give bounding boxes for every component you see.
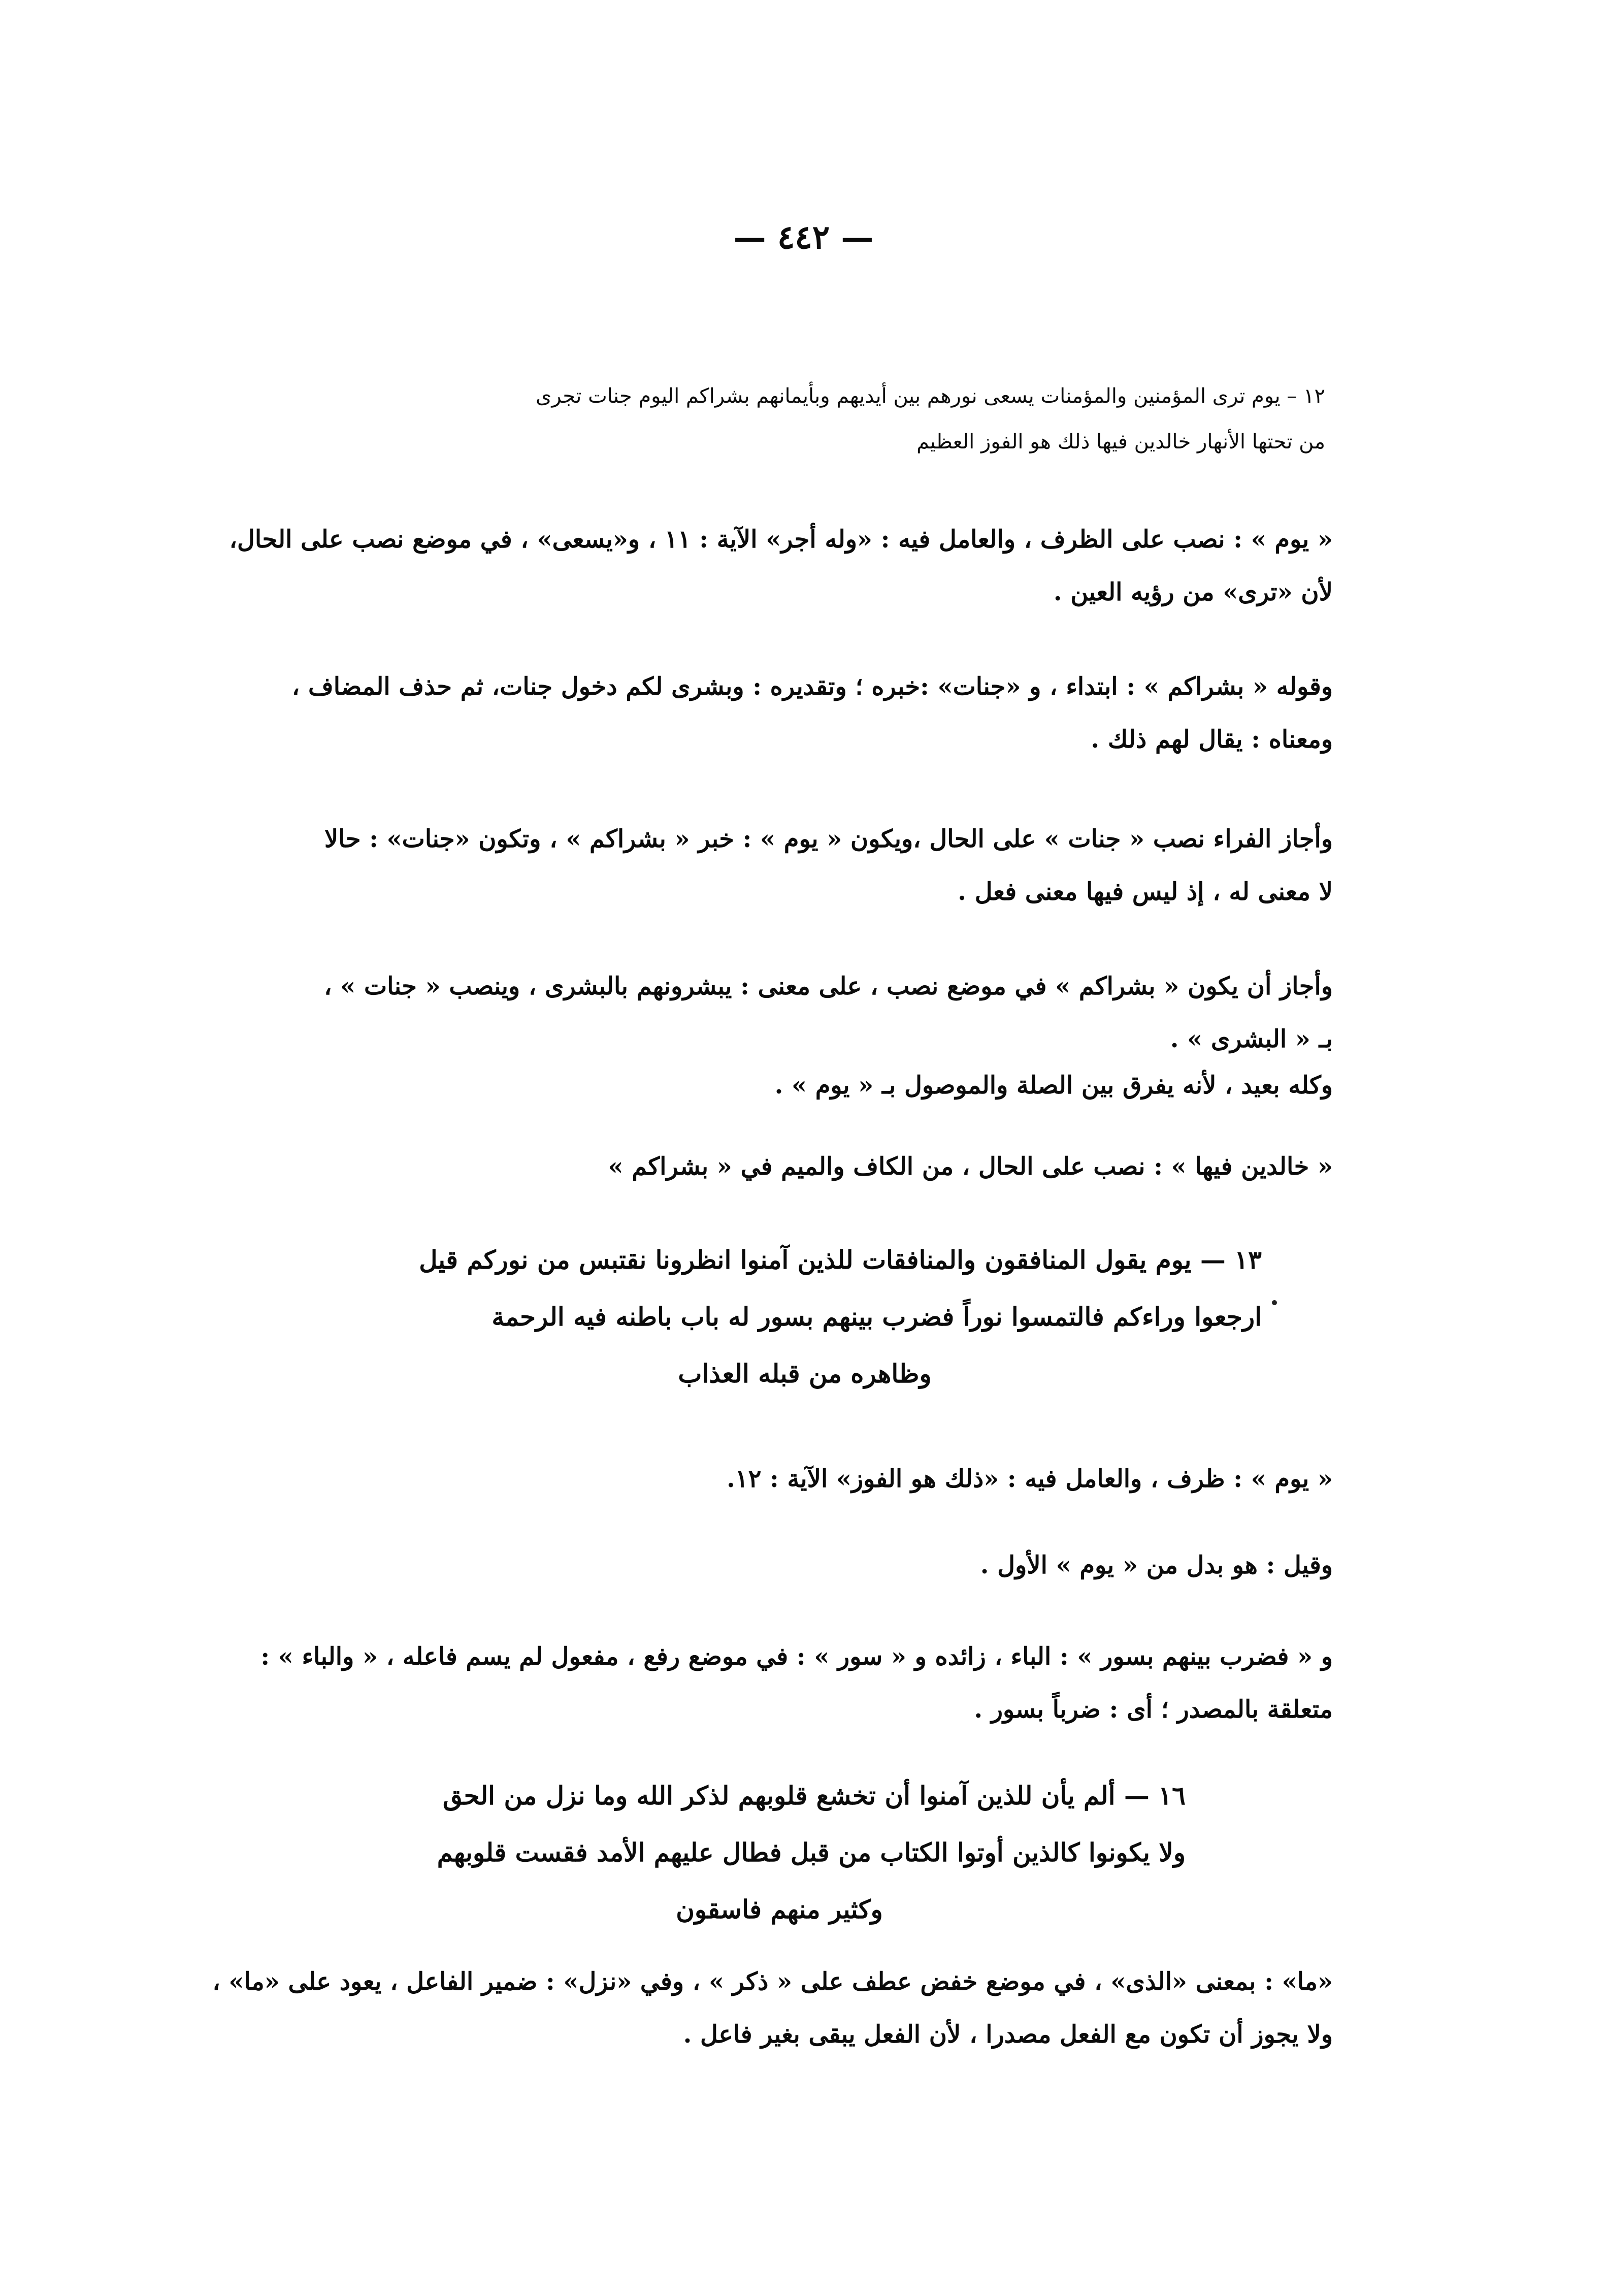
paragraph bbox=[608, 1140, 1333, 1193]
paragraph bbox=[229, 513, 1333, 619]
paragraph-line: و « فضرب بينهم بسور » : الباء ، زائده و « سور » : في موضع رفع ، مفعول لم يسم فاعله ، « والباء » : bbox=[260, 1642, 1333, 1671]
verse-line: ارجعوا وراءكم فالتمسوا نوراً فضرب بينهم بسور له باب باطنه فيه الرحمة bbox=[491, 1302, 1262, 1332]
verse-16 bbox=[373, 1767, 1186, 1938]
paragraph bbox=[212, 1955, 1333, 2061]
verse-line: وظاهره من قبله العذاب bbox=[678, 1359, 932, 1388]
paragraph bbox=[727, 1452, 1333, 1505]
verse-line: من تحتها الأنهار خالدين فيها ذلك هو الفوز العظيم bbox=[916, 430, 1325, 454]
paragraph-line: وكله بعيد ، لأنه يفرق بين الصلة والموصول بـ « يوم » . bbox=[774, 1071, 1333, 1100]
paragraph bbox=[260, 1630, 1333, 1736]
paragraph-line: لأن «ترى» من رؤيه العين . bbox=[1053, 578, 1333, 606]
paragraph-line: « يوم » : نصب على الظرف ، والعامل فيه : «وله أجر» الآية : ١١ ، و«يسعى» ، في موضع نصب على الحال، bbox=[229, 525, 1333, 554]
verse-line: ١٣ — يوم يقول المنافقون والمنافقات للذين آمنوا انظرونا نقتبس من نوركم قيل bbox=[419, 1245, 1262, 1275]
paragraph bbox=[980, 1539, 1333, 1592]
verse-line: ١٦ — ألم يأن للذين آمنوا أن تخشع قلوبهم لذكر الله وما نزل من الحق bbox=[442, 1781, 1186, 1810]
page-number: — ٤٤٢ — bbox=[733, 218, 874, 256]
verse-12 bbox=[536, 373, 1325, 465]
ink-dot bbox=[1272, 1300, 1277, 1305]
paragraph-line: وقوله « بشراكم » : ابتداء ، و «جنات» :خبره ؛ وتقديره : وبشرى لكم دخول جنات، ثم حذف المضاف ، bbox=[291, 672, 1333, 701]
paragraph-line: وقيل : هو بدل من « يوم » الأول . bbox=[980, 1551, 1333, 1579]
paragraph bbox=[324, 813, 1333, 918]
paragraph-line: متعلقة بالمصدر ؛ أى : ضرباً بسور . bbox=[974, 1695, 1333, 1724]
paragraph bbox=[775, 1059, 1333, 1112]
paragraph-line: «ما» : بمعنى «الذى» ، في موضع خفض عطف على « ذكر » ، وفي «نزل» : ضمير الفاعل ، يعود على «ما» ، bbox=[212, 1967, 1333, 1996]
paragraph-line: لا معنى له ، إذ ليس فيها معنى فعل . bbox=[958, 878, 1333, 906]
paragraph-line: « يوم » : ظرف ، والعامل فيه : «ذلك هو الفوز» الآية : ١٢. bbox=[727, 1465, 1333, 1493]
paragraph bbox=[324, 960, 1333, 1065]
paragraph-line: وأجاز أن يكون « بشراكم » في موضع نصب ، على معنى : يبشرونهم بالبشرى ، وينصب « جنات » ، bbox=[324, 972, 1333, 1000]
verse-line: ولا يكونوا كالذين أوتوا الكتاب من قبل فطال عليهم الأمد فقست قلوبهم bbox=[437, 1837, 1186, 1867]
paragraph-line: بـ « البشرى » . bbox=[1170, 1025, 1333, 1053]
paragraph-line: ولا يجوز أن تكون مع الفعل مصدرا ، لأن الفعل يبقى بغير فاعل . bbox=[683, 2020, 1333, 2049]
paragraph-line: وأجاز الفراء نصب « جنات » على الحال ،ويكون « يوم » : خبر « بشراكم » ، وتكون «جنات» : حالا bbox=[324, 825, 1333, 853]
verse-line: وكثير منهم فاسقون bbox=[676, 1894, 883, 1924]
paragraph-line: « خالدين فيها » : نصب على الحال ، من الكاف والميم في « بشراكم » bbox=[608, 1152, 1333, 1181]
paragraph-line: ومعناه : يقال لهم ذلك . bbox=[1091, 725, 1333, 754]
paragraph bbox=[292, 660, 1333, 766]
verse-line: ١٢ – يوم ترى المؤمنين والمؤمنات يسعى نورهم بين أيديهم وبأيمانهم بشراكم اليوم جنات تجرى bbox=[536, 384, 1325, 408]
verse-13 bbox=[348, 1232, 1262, 1402]
